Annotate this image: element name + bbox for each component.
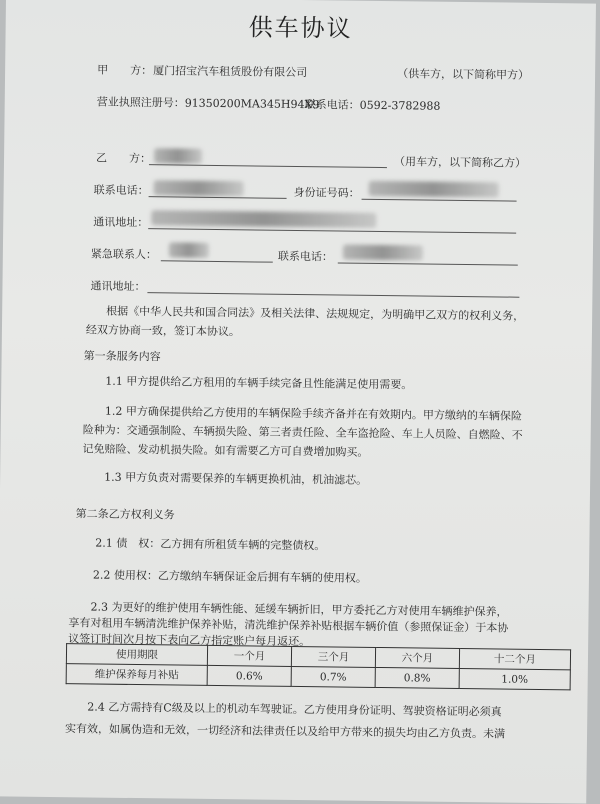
redacted-name xyxy=(154,148,202,164)
party-b-id-label: 身份证号码： xyxy=(293,185,360,200)
party-a-license: 营业执照注册号：91350200MA345H94X9 xyxy=(96,95,320,112)
subsidy-table xyxy=(66,643,571,690)
table-cell: 0.8% xyxy=(375,667,459,688)
clause-2-3-line-3: 议签订时间次月按下表向乙方指定账户每月返还。 xyxy=(68,632,311,649)
party-a-label: 甲 方： xyxy=(97,63,153,78)
emergency-contact-underline xyxy=(161,260,273,262)
redacted-address xyxy=(151,210,376,228)
table-header-cell: 使用期限 xyxy=(66,644,207,666)
emergency-phone-underline xyxy=(338,262,518,265)
clause-2-4-line-1: 2.4 乙方需持有C级及以上的机动车驾驶证。乙方使用身份证明、驾驶资格证明必须真 xyxy=(87,700,502,719)
emergency-phone-label: 联系电话： xyxy=(277,249,333,264)
clause-2-1: 2.1 债 权：乙方拥有所租赁车辆的完整债权。 xyxy=(95,536,326,553)
clause-1-3: 1.3 甲方负责对需要保养的车辆更换机油，机油滤芯。 xyxy=(104,470,368,487)
redacted-phone xyxy=(154,180,244,196)
clause-2-3-line-1: 2.3 为更好的维护使用车辆性能、延缓车辆折旧，甲方委托乙方对使用车辆维护保养， xyxy=(90,600,508,619)
clause-2-4-line-2: 实有效，如属伪造和无效，一切经济和法律责任以及给甲方带来的损失均由乙方负责。未满 xyxy=(65,722,506,741)
redacted-id xyxy=(369,181,499,198)
redacted-emergency-phone xyxy=(343,245,423,261)
table-header-cell: 一个月 xyxy=(207,645,291,666)
redacted-emergency-name xyxy=(169,242,209,257)
table-cell: 0.6% xyxy=(207,665,291,686)
section-2-heading: 第二条乙方权利义务 xyxy=(75,507,175,522)
intro-line-1: 根据《中华人民共和国合同法》及相关法律、法规规定，为明确甲乙双方的权利义务， xyxy=(106,304,525,323)
intro-line-2: 经双方协商一致，签订本协议。 xyxy=(85,323,241,339)
table-header-cell: 十二个月 xyxy=(459,648,570,669)
clause-1-1: 1.1 甲方提供给乙方租用的车辆手续完备且性能满足使用需要。 xyxy=(105,374,413,392)
table-cell: 1.0% xyxy=(459,668,570,689)
table-cell: 0.7% xyxy=(291,666,375,687)
clause-1-2-line-2: 险种为：交通强制险、车辆损失险、第三者责任险、全车盗抢险、车上人员险、自燃险、不 xyxy=(82,423,523,442)
party-b-address-underline xyxy=(148,228,516,233)
party-b-role: （用车方，以下简称乙方） xyxy=(393,155,527,170)
document-title: 供车协议 xyxy=(248,13,353,43)
party-b-phone-underline xyxy=(149,196,287,199)
table-header-cell: 三个月 xyxy=(291,646,375,667)
clause-1-2-line-1: 1.2 甲方确保提供给乙方使用的车辆保险手续齐备并在有效期内。甲方缴纳的车辆保险 xyxy=(104,404,523,423)
table-header-cell: 六个月 xyxy=(375,647,459,668)
party-b-name-underline xyxy=(149,164,387,168)
party-b-label: 乙 方： xyxy=(95,151,152,166)
emergency-contact-label: 紧急联系人： xyxy=(90,247,157,262)
party-a-role: （供车方，以下简称甲方） xyxy=(397,67,530,82)
table-cell: 维护保养每月补贴 xyxy=(66,664,207,686)
party-a-name: 厦门招宝汽车租赁股份有限公司 xyxy=(153,64,308,80)
party-b-id-underline xyxy=(362,199,517,202)
party-b-address2-label: 通讯地址： xyxy=(90,279,146,294)
party-a-phone: 联系电话：0592-3782988 xyxy=(304,98,441,113)
clause-2-2: 2.2 使用权：乙方缴纳车辆保证金后拥有车辆的使用权。 xyxy=(92,568,368,585)
clause-2-3-line-2: 享有对租用车辆清洗维护保养补贴，清洗维护保养补贴根据车辆价值（参照保证金）于本协 xyxy=(68,616,509,635)
party-b-phone-label: 联系电话： xyxy=(93,183,149,198)
party-b-address2-underline xyxy=(147,292,519,298)
section-1-heading: 第一条服务内容 xyxy=(83,349,161,364)
clause-1-2-line-3: 记免赔险、发动机损失险。如有需要乙方可自费增加购买。 xyxy=(82,442,369,459)
party-b-address-label: 通讯地址： xyxy=(93,215,149,230)
